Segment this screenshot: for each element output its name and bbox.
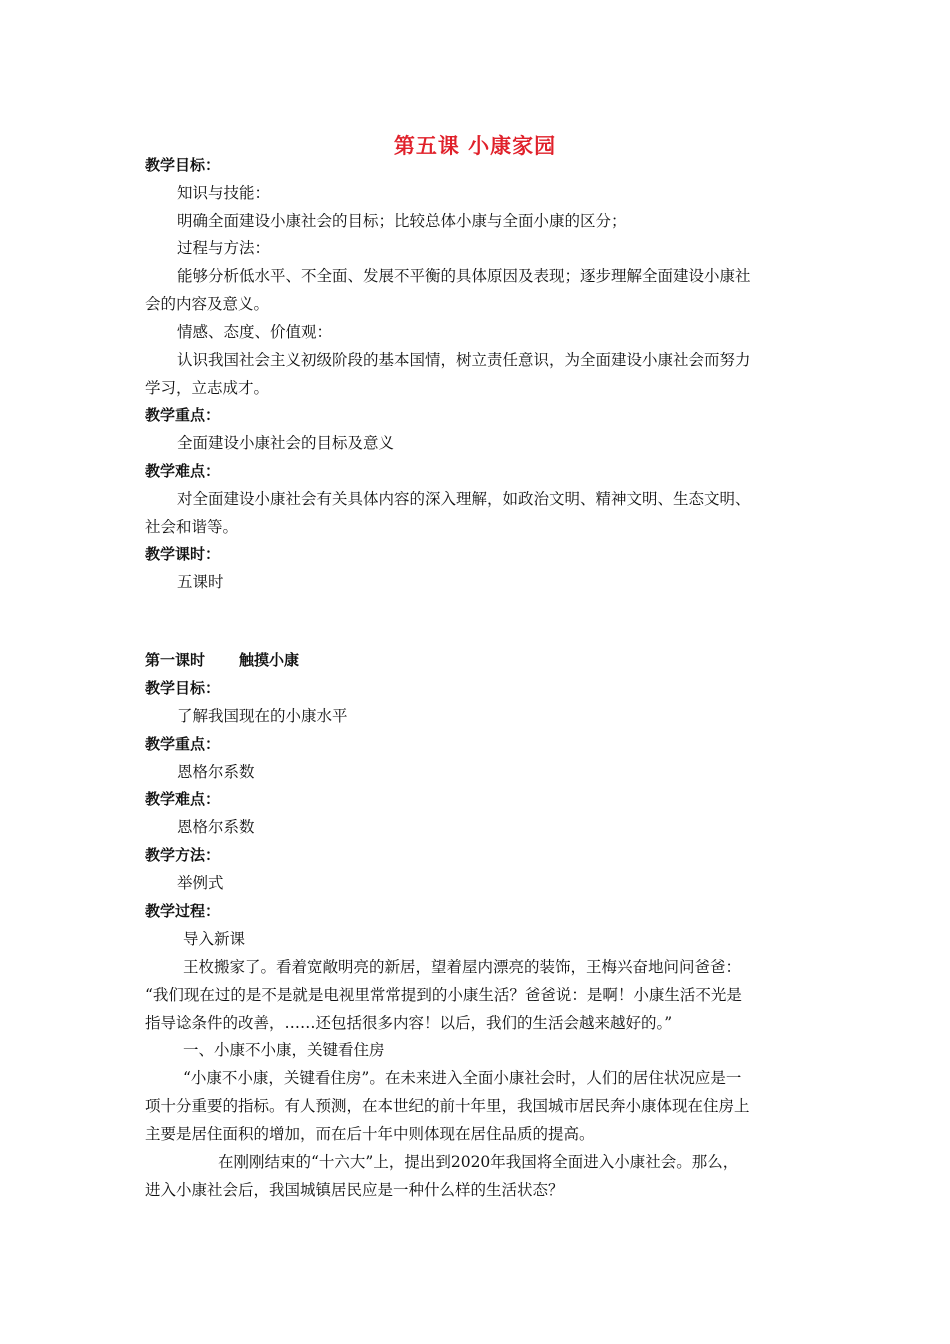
- lesson-1-title: [145, 650, 299, 670]
- part-1-paragraph-2-line-1: 在刚刚结束的“十六大”上，提出到2020年我国将全面进入小康社会。那么，: [218, 1153, 739, 1171]
- lesson-1-key-heading: 教学重点：: [145, 735, 221, 753]
- lesson-1-difficulty-heading: 教学难点：: [145, 790, 221, 808]
- story-line-2: “我们现在过的是不是就是电视里常常提到的小康生活？爸爸说：是啊！小康生活不光是: [145, 986, 742, 1004]
- teaching-goals-heading: 教学目标：: [145, 156, 221, 174]
- key-points-text: 全面建设小康社会的目标及意义: [177, 434, 395, 452]
- key-points-heading: 教学重点：: [145, 406, 221, 424]
- lesson-1-method-text: 举例式: [177, 874, 224, 892]
- emotion-label: 情感、态度、价值观：: [177, 323, 333, 341]
- part-1-paragraph-2-line-2: 进入小康社会后，我国城镇居民应是一种什么样的生活状态？: [145, 1181, 564, 1199]
- lesson-1-goals-text: 了解我国现在的小康水平: [177, 707, 348, 725]
- knowledge-label: 知识与技能：: [177, 184, 271, 202]
- difficulty-text-line-1: 对全面建设小康社会有关具体内容的深入理解，如政治文明、精神文明、生态文明、: [177, 490, 751, 508]
- lesson-1-difficulty-text: 恩格尔系数: [177, 818, 255, 836]
- story-line-3: 指导谂条件的改善，……还包括很多内容！以后，我们的生活会越来越好的。”: [145, 1014, 673, 1032]
- difficulty-heading: 教学难点：: [145, 462, 221, 480]
- difficulty-text-line-2: 社会和谐等。: [145, 518, 239, 536]
- lesson-1-goals-heading: 教学目标：: [145, 679, 221, 697]
- class-hours-text: 五课时: [177, 573, 224, 591]
- emotion-text-line-1: 认识我国社会主义初级阶段的基本国情，树立责任意识，为全面建设小康社会而努力: [177, 351, 751, 369]
- lesson-1-key-text: 恩格尔系数: [177, 763, 255, 781]
- emotion-text-line-2: 学习，立志成才。: [145, 379, 270, 397]
- process-label: 过程与方法：: [177, 239, 271, 257]
- part-1-title: 一、小康不小康，关键看住房: [183, 1041, 385, 1059]
- knowledge-text: 明确全面建设小康社会的目标；比较总体小康与全面小康的区分；: [177, 212, 627, 230]
- lesson-1-process-heading: 教学过程：: [145, 902, 221, 920]
- lesson-1-intro: 导入新课: [183, 930, 246, 948]
- process-text-line-2: 会的内容及意义。: [145, 295, 270, 313]
- page-title: 第五课 小康家园: [393, 134, 557, 158]
- process-text-line-1: 能够分析低水平、不全面、发展不平衡的具体原因及表现；逐步理解全面建设小康社: [177, 267, 751, 285]
- part-1-paragraph-1-line-2: 项十分重要的指标。有人预测，在本世纪的前十年里，我国城市居民奔小康体现在住房上: [145, 1097, 750, 1115]
- part-1-paragraph-1-line-3: 主要是居住面积的增加，而在后十年中则体现在居住品质的提高。: [145, 1125, 595, 1143]
- lesson-1-name: 触摸小康: [239, 651, 300, 669]
- part-1-paragraph-1-line-1: “小康不小康，关键看住房”。在未来进入全面小康社会时，人们的居住状况应是一: [183, 1069, 742, 1087]
- story-line-1: 王枚搬家了。看着宽敞明亮的新居，望着屋内漂亮的装饰，王梅兴奋地问问爸爸：: [183, 958, 742, 976]
- lesson-1-number: 第一课时: [145, 651, 206, 669]
- class-hours-heading: 教学课时：: [145, 545, 221, 563]
- lesson-1-method-heading: 教学方法：: [145, 846, 221, 864]
